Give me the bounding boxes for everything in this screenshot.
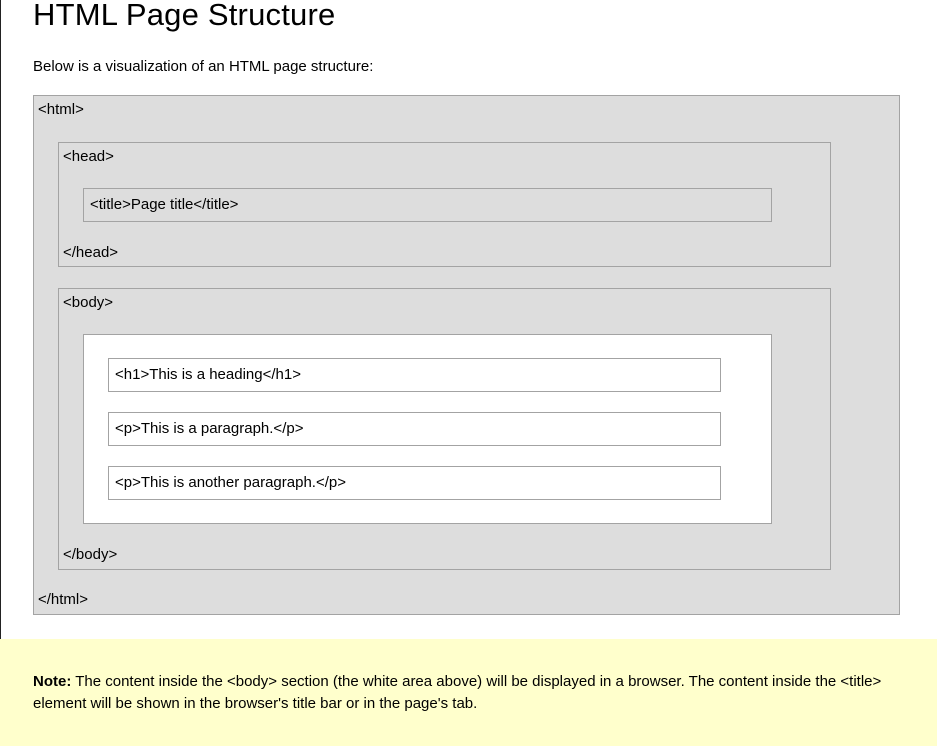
html-element-box (33, 95, 900, 615)
page-title: HTML Page Structure (33, 0, 336, 32)
intro-text: Below is a visualization of an HTML page structure: (33, 58, 374, 75)
note-panel (0, 639, 937, 746)
html-open-tag: <html> (38, 101, 84, 118)
left-edge-rule (0, 0, 1, 746)
body-close-tag: </body> (63, 546, 118, 563)
head-element-box (58, 142, 831, 267)
paragraph-element-text: <p>This is a paragraph.</p> (115, 420, 304, 437)
h1-element-box (108, 358, 721, 392)
html-close-tag: </html> (38, 591, 89, 608)
title-element-box (83, 188, 772, 222)
second-paragraph-element-text: <p>This is another paragraph.</p> (115, 474, 346, 491)
second-paragraph-element-box (108, 466, 721, 500)
h1-element-text: <h1>This is a heading</h1> (115, 366, 301, 383)
note-text: The content inside the <body> section (the white area above) will be displayed in a browser. The content inside the <title> element will be shown in the browser's title bar or in the page's tab. (33, 673, 882, 712)
body-open-tag: <body> (63, 294, 114, 311)
title-element-text: <title>Page title</title> (90, 196, 239, 213)
head-close-tag: </head> (63, 244, 119, 261)
head-open-tag: <head> (63, 148, 114, 165)
paragraph-element-box (108, 412, 721, 446)
body-element-box (58, 288, 831, 570)
note-label: Note: (33, 673, 72, 690)
body-content-area (83, 334, 772, 524)
